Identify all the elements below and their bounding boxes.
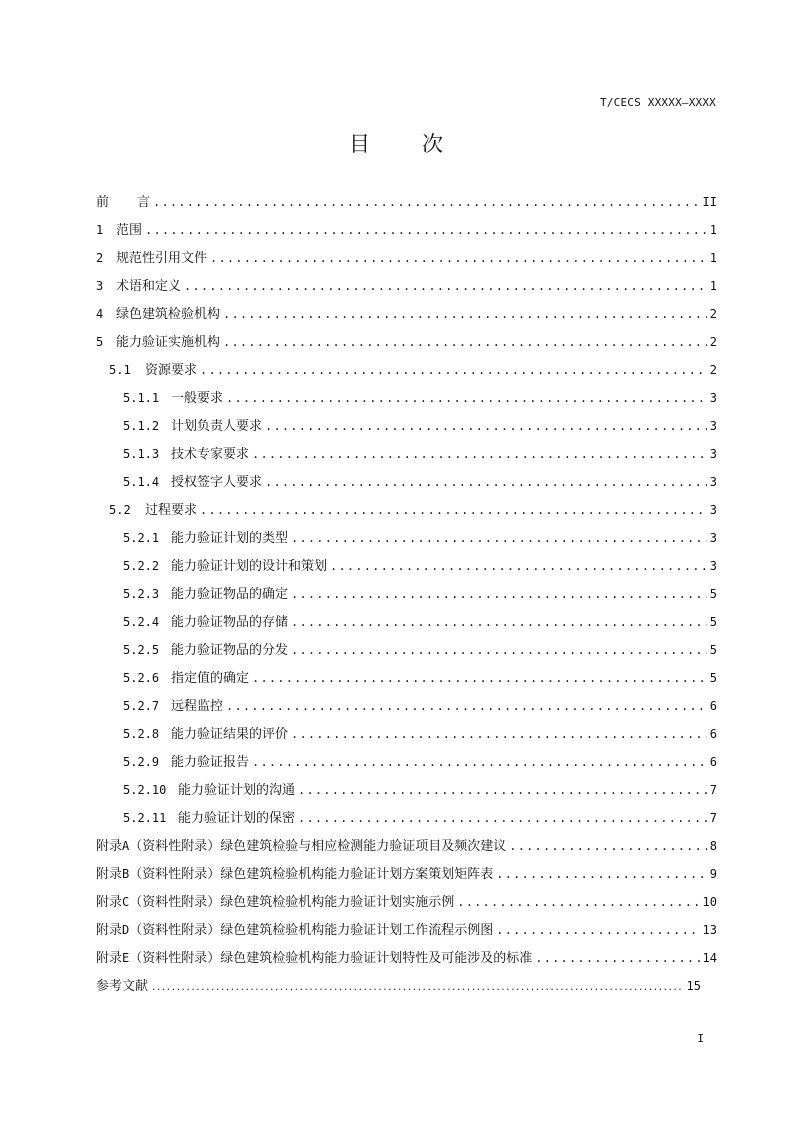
appendix-prefix: 附录 [96,895,123,910]
toc-entry[interactable] [96,664,717,692]
toc-entry-number: 5.2.6 [123,671,160,685]
toc-entry[interactable] [96,608,717,636]
toc-leader-dots [496,860,707,888]
toc-leader-dots [509,832,707,860]
toc-entry-page: 3 [709,531,717,545]
toc-entry-number: 5.2.9 [123,755,160,769]
toc-entry[interactable] [96,580,717,608]
toc-leader-dots [151,974,684,1002]
toc-entry-number: 5.2.7 [123,699,160,713]
toc-entry-label: 能力验证计划的沟通 [178,783,296,798]
toc-entry-page: 5 [709,671,717,685]
toc-entry-page: 6 [709,755,717,769]
toc-entry-label: （资料性附录）绿色建筑检验机构能力验证计划特性及可能涉及的标准 [129,951,533,966]
toc-entry[interactable] [96,748,717,776]
toc-entry-number: 3 [96,279,104,293]
page-title [0,128,792,158]
toc-leader-dots [226,692,707,720]
toc-leader-dots [535,944,699,972]
toc-entry-label: （资料性附录）绿色建筑检验与相应检测能力验证项目及频次建议 [129,839,507,854]
toc-entry-page: 1 [709,279,717,293]
appendix-prefix: 附录 [96,923,123,938]
appendix-letter: E [122,951,130,965]
toc-leader-dots [457,888,699,916]
toc-entry[interactable] [96,636,717,664]
toc-entry-page: 8 [709,839,717,853]
toc-entry-page: 6 [709,699,717,713]
toc-entry-number: 5.2.5 [123,643,160,657]
toc-leader-dots [252,664,707,692]
appendix-prefix: 附录 [96,867,123,882]
toc-entry-page: 9 [709,867,717,881]
toc-entry[interactable] [96,216,717,244]
toc-entry-label: 资源要求 [145,363,198,378]
page-number: I [697,1032,704,1045]
toc-entry-number: 5.2.3 [123,587,160,601]
title-char-1: 目 [349,132,370,156]
toc-entry-label: （资料性附录）绿色建筑检验机构能力验证计划方案策划矩阵表 [129,867,494,882]
toc-entry-number: 5.1.4 [123,475,160,489]
toc-entry-number: 5.2.1 [123,531,160,545]
toc-leader-dots [210,244,707,272]
toc-entry-page: 3 [709,503,717,517]
toc-entry-label: 远程监控 [171,699,224,714]
toc-entry[interactable] [96,804,717,832]
toc-entry[interactable] [96,720,717,748]
toc-entry-label: 能力验证报告 [171,755,250,770]
toc-entry-page: 3 [709,447,717,461]
table-of-contents [96,188,717,1000]
toc-leader-dots [496,916,699,944]
toc-entry-number: 1 [96,223,104,237]
toc-leader-dots [265,468,707,496]
toc-entry-label: 能力验证实施机构 [116,335,221,350]
toc-entry-page: 2 [709,363,717,377]
toc-leader-dots [200,356,707,384]
toc-entry-page: 6 [709,727,717,741]
toc-entry-number: 5.2.2 [123,559,160,573]
toc-entry-page: 13 [702,923,717,937]
toc-entry-appendix[interactable] [96,832,717,860]
toc-entry-page: 2 [709,307,717,321]
toc-entry-label: 一般要求 [171,391,224,406]
toc-entry-label: 能力验证物品的分发 [171,643,289,658]
toc-entry-number: 5 [96,335,104,349]
toc-leader-dots [184,272,707,300]
toc-leader-dots [330,552,707,580]
toc-leader-dots [145,216,707,244]
toc-entry-label: 计划负责人要求 [171,419,263,434]
toc-entry-label: 能力验证结果的评价 [171,727,289,742]
toc-entry-number: 5.1.3 [123,447,160,461]
toc-entry-number: 5.2 [109,503,131,517]
toc-entry-number: 5.2.8 [123,727,160,741]
toc-entry-number: 5.1 [109,363,131,377]
toc-entry-page: 7 [709,783,717,797]
toc-entry-page: 5 [709,615,717,629]
toc-leader-dots [223,300,707,328]
toc-entry-page: 1 [709,251,717,265]
toc-entry[interactable] [96,272,717,300]
toc-entry-number: 2 [96,251,104,265]
toc-entry-label: 指定值的确定 [171,671,250,686]
toc-entry-label: （资料性附录）绿色建筑检验机构能力验证计划工作流程示例图 [129,923,494,938]
toc-entry[interactable] [96,356,717,384]
toc-entry-page: 3 [709,559,717,573]
appendix-letter: D [122,923,130,937]
toc-leader-dots [226,384,707,412]
toc-entry-label: 能力验证物品的确定 [171,587,289,602]
toc-leader-dots [298,804,707,832]
toc-entry[interactable] [96,496,717,524]
toc-entry-number: 5.1.1 [123,391,160,405]
title-char-2: 次 [422,132,443,156]
appendix-prefix: 附录 [96,839,123,854]
toc-entry-page: II [702,195,717,209]
toc-entry-label: 参考文献 [96,979,149,994]
toc-entry[interactable] [96,328,717,356]
toc-entry-page: 15 [686,979,701,993]
toc-entry-appendix[interactable] [96,860,717,888]
toc-leader-dots [252,748,707,776]
toc-entry-page: 3 [709,419,717,433]
toc-leader-dots [200,496,707,524]
toc-entry-number: 5.2.10 [123,783,167,797]
standard-code-header: T/CECS XXXXX—XXXX [600,96,716,109]
toc-leader-dots [291,608,707,636]
toc-leader-dots [298,776,707,804]
toc-entry-page: 2 [709,335,717,349]
toc-entry-number: 5.2.4 [123,615,160,629]
toc-leader-dots [153,188,700,216]
toc-entry-number: 4 [96,307,104,321]
appendix-letter: B [122,867,130,881]
toc-entry[interactable] [96,440,717,468]
toc-leader-dots [223,328,707,356]
toc-entry-label: 术语和定义 [116,279,182,294]
appendix-letter: C [122,895,130,909]
toc-entry-page: 3 [709,391,717,405]
toc-leader-dots [291,524,707,552]
toc-entry-label: 能力验证计划的设计和策划 [171,559,328,574]
appendix-prefix: 附录 [96,951,123,966]
toc-entry-appendix[interactable] [96,944,717,972]
toc-entry-appendix[interactable] [96,888,717,916]
toc-entry-label: 范围 [116,223,143,238]
toc-entry-label: 能力验证计划的保密 [178,811,296,826]
toc-entry-foreword[interactable] [96,188,717,216]
toc-entry-label: 规范性引用文件 [116,251,208,266]
toc-entry-page: 14 [702,951,717,965]
toc-entry-label: 绿色建筑检验机构 [116,307,221,322]
toc-entry-label: 前 言 [96,195,151,210]
toc-entry-page: 1 [709,223,717,237]
toc-entry-label: 授权签字人要求 [171,475,263,490]
toc-entry[interactable] [96,468,717,496]
toc-leader-dots [291,720,707,748]
toc-leader-dots [291,636,707,664]
toc-entry[interactable] [96,524,717,552]
toc-entry-label: 技术专家要求 [171,447,250,462]
toc-entry-label: 能力验证物品的存储 [171,615,289,630]
toc-entry-number: 5.2.11 [123,811,167,825]
toc-entry-page: 3 [709,475,717,489]
toc-entry-label: （资料性附录）绿色建筑检验机构能力验证计划实施示例 [129,895,455,910]
toc-entry-references[interactable] [96,972,701,1000]
toc-entry-page: 5 [709,587,717,601]
toc-entry-page: 10 [702,895,717,909]
toc-entry[interactable] [96,300,717,328]
toc-entry[interactable] [96,412,717,440]
toc-entry[interactable] [96,552,717,580]
toc-leader-dots [265,412,707,440]
toc-leader-dots [252,440,707,468]
toc-entry-page: 7 [709,811,717,825]
toc-leader-dots [291,580,707,608]
toc-entry[interactable] [96,244,717,272]
appendix-letter: A [122,839,130,853]
toc-entry-label: 过程要求 [145,503,198,518]
toc-entry[interactable] [96,384,717,412]
toc-entry[interactable] [96,776,717,804]
toc-entry-label: 能力验证计划的类型 [171,531,289,546]
toc-entry-appendix[interactable] [96,916,717,944]
toc-entry-number: 5.1.2 [123,419,160,433]
toc-entry[interactable] [96,692,717,720]
toc-entry-page: 5 [709,643,717,657]
